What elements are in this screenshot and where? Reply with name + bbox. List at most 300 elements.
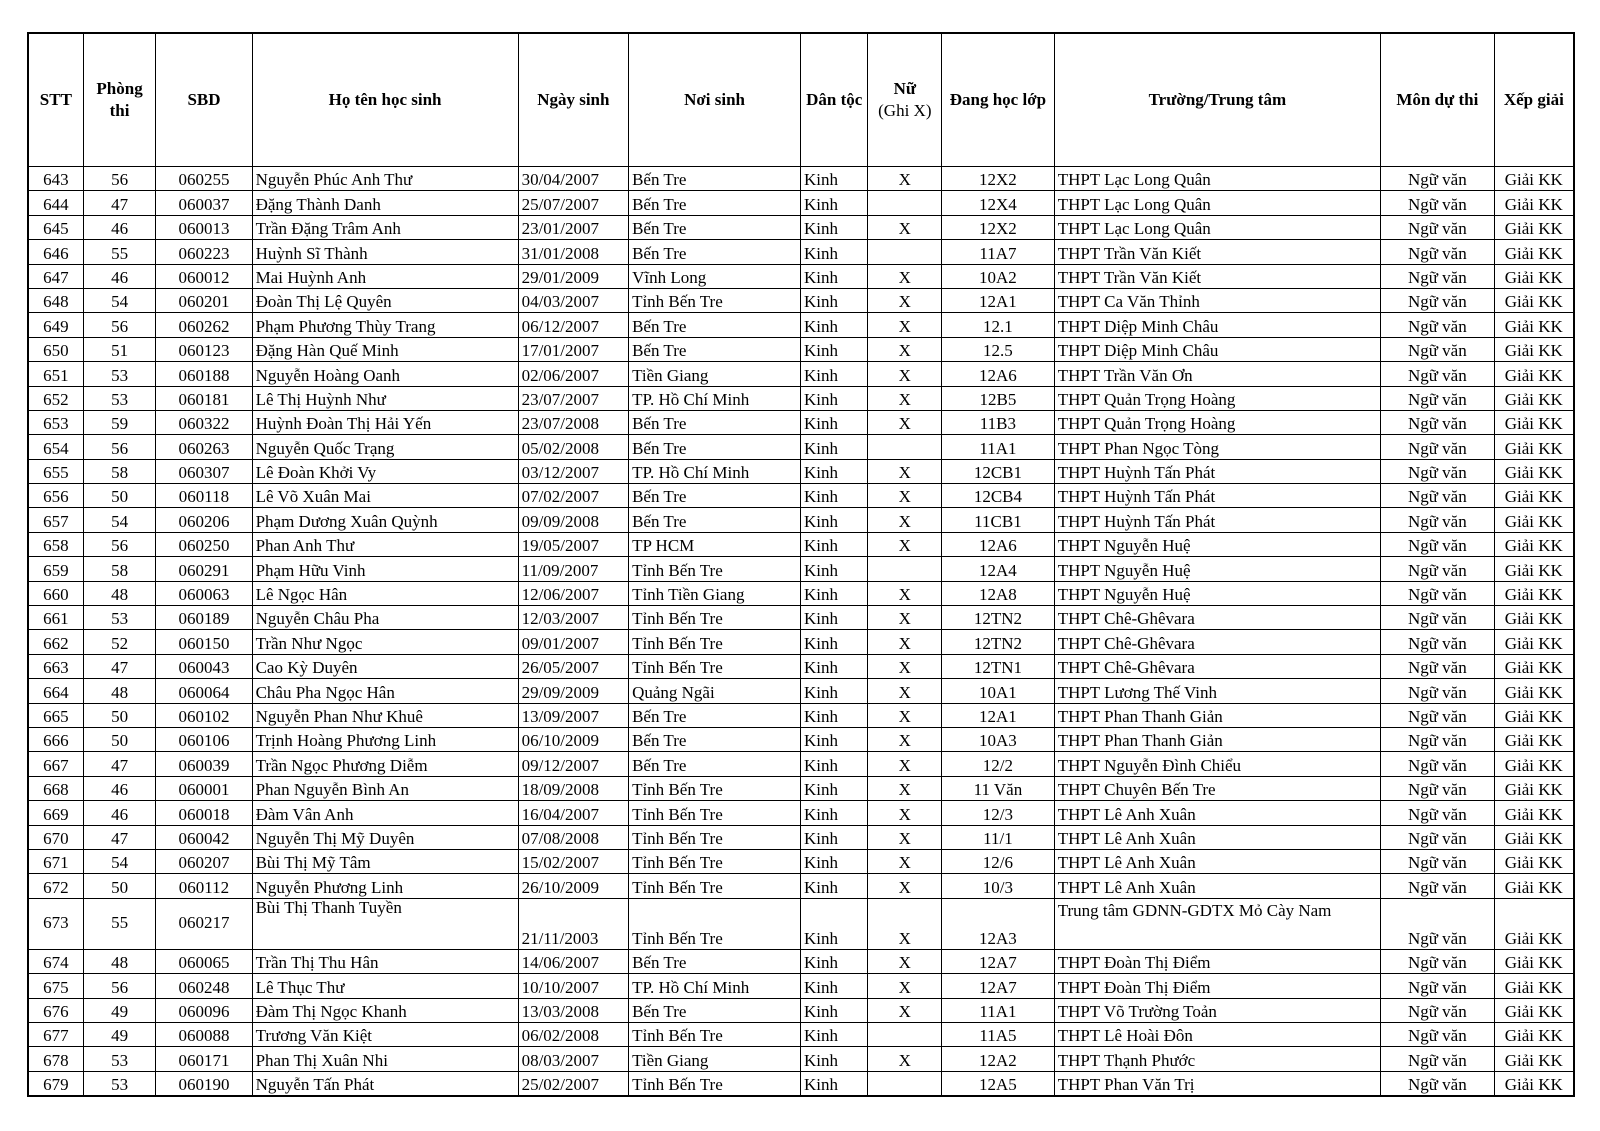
cell-truong: THPT Diệp Minh Châu — [1054, 313, 1380, 337]
cell-mon: Ngữ văn — [1381, 362, 1495, 386]
header-nu-label: Nữ — [893, 79, 917, 98]
cell-dan-toc: Kinh — [800, 1022, 868, 1046]
cell-sbd: 060181 — [156, 386, 252, 410]
cell-lop: 11/1 — [942, 825, 1055, 849]
cell-truong: THPT Nguyễn Đình Chiểu — [1054, 752, 1380, 776]
table-body — [28, 167, 1574, 1097]
results-table — [27, 32, 1575, 1097]
cell-xep-giai: Giải KK — [1494, 727, 1574, 751]
cell-sbd: 060262 — [156, 313, 252, 337]
cell-truong: THPT Thạnh Phước — [1054, 1047, 1380, 1071]
cell-noi-sinh: Bến Tre — [629, 167, 801, 191]
cell-nu: X — [868, 849, 942, 873]
cell-phong-thi: 56 — [83, 974, 156, 998]
cell-ho-ten: Trần Đặng Trâm Anh — [252, 215, 518, 239]
cell-dan-toc: Kinh — [800, 337, 868, 361]
cell-noi-sinh: Bến Tre — [629, 215, 801, 239]
cell-phong-thi: 48 — [83, 949, 156, 973]
cell-truong: THPT Quản Trọng Hoàng — [1054, 410, 1380, 434]
cell-ngay-sinh: 26/10/2009 — [518, 874, 629, 898]
cell-mon: Ngữ văn — [1381, 313, 1495, 337]
cell-lop: 12A4 — [942, 557, 1055, 581]
cell-sbd: 060012 — [156, 264, 252, 288]
cell-xep-giai: Giải KK — [1494, 386, 1574, 410]
cell-truong: THPT Lê Hoài Đôn — [1054, 1022, 1380, 1046]
cell-lop: 12X2 — [942, 215, 1055, 239]
header-xep-giai: Xếp giải — [1494, 33, 1574, 167]
cell-noi-sinh: Bến Tre — [629, 508, 801, 532]
cell-mon: Ngữ văn — [1381, 215, 1495, 239]
cell-sbd: 060096 — [156, 998, 252, 1022]
cell-noi-sinh: Tỉnh Bến Tre — [629, 557, 801, 581]
header-ho-ten: Họ tên học sinh — [252, 33, 518, 167]
cell-ngay-sinh: 07/02/2007 — [518, 484, 629, 508]
cell-truong: THPT Chê-Ghêvara — [1054, 654, 1380, 678]
cell-nu: X — [868, 288, 942, 312]
cell-dan-toc: Kinh — [800, 459, 868, 483]
cell-xep-giai: Giải KK — [1494, 703, 1574, 727]
cell-ho-ten: Bùi Thị Mỹ Tâm — [252, 849, 518, 873]
cell-xep-giai: Giải KK — [1494, 581, 1574, 605]
table-row — [28, 801, 1574, 825]
cell-lop: 12B5 — [942, 386, 1055, 410]
cell-dan-toc: Kinh — [800, 874, 868, 898]
cell-truong: THPT Chê-Ghêvara — [1054, 630, 1380, 654]
cell-lop: 12.1 — [942, 313, 1055, 337]
cell-xep-giai: Giải KK — [1494, 191, 1574, 215]
cell-truong: THPT Lạc Long Quân — [1054, 191, 1380, 215]
cell-dan-toc: Kinh — [800, 949, 868, 973]
cell-xep-giai: Giải KK — [1494, 630, 1574, 654]
cell-lop: 12A1 — [942, 288, 1055, 312]
cell-nu: X — [868, 752, 942, 776]
cell-mon: Ngữ văn — [1381, 1071, 1495, 1096]
table-row — [28, 752, 1574, 776]
cell-nu: X — [868, 337, 942, 361]
cell-phong-thi: 47 — [83, 752, 156, 776]
cell-sbd: 060206 — [156, 508, 252, 532]
cell-noi-sinh: Bến Tre — [629, 484, 801, 508]
cell-dan-toc: Kinh — [800, 484, 868, 508]
cell-truong: THPT Phan Văn Trị — [1054, 1071, 1380, 1096]
cell-sbd: 060112 — [156, 874, 252, 898]
cell-noi-sinh: Bến Tre — [629, 435, 801, 459]
cell-nu — [868, 1022, 942, 1046]
cell-ho-ten: Phan Thị Xuân Nhi — [252, 1047, 518, 1071]
table-row — [28, 998, 1574, 1022]
cell-nu: X — [868, 459, 942, 483]
header-row — [28, 33, 1574, 167]
cell-stt: 673 — [28, 898, 83, 949]
cell-ngay-sinh: 05/02/2008 — [518, 435, 629, 459]
cell-nu: X — [868, 654, 942, 678]
cell-lop: 12TN2 — [942, 630, 1055, 654]
cell-ho-ten: Trần Như Ngọc — [252, 630, 518, 654]
cell-ho-ten: Đàm Vân Anh — [252, 801, 518, 825]
cell-nu: X — [868, 801, 942, 825]
cell-stt: 650 — [28, 337, 83, 361]
cell-sbd: 060201 — [156, 288, 252, 312]
cell-sbd: 060322 — [156, 410, 252, 434]
cell-ngay-sinh: 29/01/2009 — [518, 264, 629, 288]
cell-noi-sinh: Bến Tre — [629, 727, 801, 751]
cell-phong-thi: 58 — [83, 459, 156, 483]
cell-sbd: 060188 — [156, 362, 252, 386]
cell-dan-toc: Kinh — [800, 727, 868, 751]
cell-dan-toc: Kinh — [800, 825, 868, 849]
cell-stt: 678 — [28, 1047, 83, 1071]
cell-ho-ten: Lê Thục Thư — [252, 974, 518, 998]
cell-mon: Ngữ văn — [1381, 435, 1495, 459]
table-row — [28, 362, 1574, 386]
header-ngay-sinh: Ngày sinh — [518, 33, 629, 167]
cell-ho-ten: Lê Thị Huỳnh Như — [252, 386, 518, 410]
cell-truong: THPT Phan Thanh Giản — [1054, 727, 1380, 751]
cell-dan-toc: Kinh — [800, 167, 868, 191]
cell-dan-toc: Kinh — [800, 435, 868, 459]
cell-lop: 12X4 — [942, 191, 1055, 215]
cell-stt: 665 — [28, 703, 83, 727]
cell-noi-sinh: Tỉnh Bến Tre — [629, 1022, 801, 1046]
cell-xep-giai: Giải KK — [1494, 313, 1574, 337]
cell-ho-ten: Huỳnh Đoàn Thị Hải Yến — [252, 410, 518, 434]
cell-dan-toc: Kinh — [800, 191, 868, 215]
cell-noi-sinh: Bến Tre — [629, 313, 801, 337]
cell-ngay-sinh: 16/04/2007 — [518, 801, 629, 825]
cell-stt: 648 — [28, 288, 83, 312]
table-row — [28, 679, 1574, 703]
cell-ngay-sinh: 06/12/2007 — [518, 313, 629, 337]
cell-mon: Ngữ văn — [1381, 801, 1495, 825]
cell-xep-giai: Giải KK — [1494, 410, 1574, 434]
cell-sbd: 060291 — [156, 557, 252, 581]
table-row — [28, 606, 1574, 630]
cell-phong-thi: 48 — [83, 679, 156, 703]
table-row — [28, 874, 1574, 898]
cell-xep-giai: Giải KK — [1494, 874, 1574, 898]
cell-ngay-sinh: 25/02/2007 — [518, 1071, 629, 1096]
cell-phong-thi: 46 — [83, 776, 156, 800]
cell-truong: THPT Đoàn Thị Điểm — [1054, 974, 1380, 998]
cell-sbd: 060042 — [156, 825, 252, 849]
cell-nu — [868, 1071, 942, 1096]
cell-truong: THPT Quản Trọng Hoàng — [1054, 386, 1380, 410]
cell-mon: Ngữ văn — [1381, 386, 1495, 410]
cell-nu: X — [868, 874, 942, 898]
cell-truong: THPT Lương Thế Vinh — [1054, 679, 1380, 703]
cell-stt: 656 — [28, 484, 83, 508]
cell-ho-ten: Phan Anh Thư — [252, 532, 518, 556]
cell-truong: THPT Nguyễn Huệ — [1054, 557, 1380, 581]
cell-lop: 11A7 — [942, 240, 1055, 264]
cell-ho-ten: Nguyễn Châu Pha — [252, 606, 518, 630]
cell-nu — [868, 191, 942, 215]
cell-xep-giai: Giải KK — [1494, 362, 1574, 386]
cell-dan-toc: Kinh — [800, 508, 868, 532]
cell-phong-thi: 48 — [83, 581, 156, 605]
cell-mon: Ngữ văn — [1381, 191, 1495, 215]
cell-mon: Ngữ văn — [1381, 825, 1495, 849]
cell-lop: 12A1 — [942, 703, 1055, 727]
cell-ho-ten: Trịnh Hoàng Phương Linh — [252, 727, 518, 751]
cell-xep-giai: Giải KK — [1494, 508, 1574, 532]
cell-ho-ten: Đặng Hàn Quế Minh — [252, 337, 518, 361]
cell-truong: THPT Lạc Long Quân — [1054, 167, 1380, 191]
cell-ho-ten: Phạm Hữu Vinh — [252, 557, 518, 581]
cell-xep-giai: Giải KK — [1494, 288, 1574, 312]
cell-lop: 12/3 — [942, 801, 1055, 825]
cell-lop: 11B3 — [942, 410, 1055, 434]
cell-sbd: 060250 — [156, 532, 252, 556]
cell-ho-ten: Mai Huỳnh Anh — [252, 264, 518, 288]
cell-sbd: 060018 — [156, 801, 252, 825]
cell-nu: X — [868, 484, 942, 508]
cell-phong-thi: 50 — [83, 703, 156, 727]
header-stt: STT — [28, 33, 83, 167]
cell-xep-giai: Giải KK — [1494, 1047, 1574, 1071]
cell-mon: Ngữ văn — [1381, 630, 1495, 654]
cell-mon: Ngữ văn — [1381, 874, 1495, 898]
cell-lop: 12/2 — [942, 752, 1055, 776]
cell-truong: THPT Phan Thanh Giản — [1054, 703, 1380, 727]
table-row — [28, 581, 1574, 605]
cell-mon: Ngữ văn — [1381, 679, 1495, 703]
cell-noi-sinh: Tiền Giang — [629, 362, 801, 386]
cell-sbd: 060307 — [156, 459, 252, 483]
header-mon: Môn dự thi — [1381, 33, 1495, 167]
cell-dan-toc: Kinh — [800, 386, 868, 410]
cell-dan-toc: Kinh — [800, 630, 868, 654]
table-row — [28, 484, 1574, 508]
cell-sbd: 060189 — [156, 606, 252, 630]
table-row — [28, 630, 1574, 654]
header-nu-note: (Ghi X) — [878, 101, 932, 120]
cell-ho-ten: Nguyễn Tấn Phát — [252, 1071, 518, 1096]
cell-truong: THPT Trần Văn Ơn — [1054, 362, 1380, 386]
cell-sbd: 060171 — [156, 1047, 252, 1071]
cell-truong: THPT Chê-Ghêvara — [1054, 606, 1380, 630]
cell-lop: 12/6 — [942, 849, 1055, 873]
cell-dan-toc: Kinh — [800, 752, 868, 776]
cell-sbd: 060001 — [156, 776, 252, 800]
cell-ngay-sinh: 11/09/2007 — [518, 557, 629, 581]
cell-ho-ten: Nguyễn Hoàng Oanh — [252, 362, 518, 386]
cell-lop: 11 Văn — [942, 776, 1055, 800]
cell-dan-toc: Kinh — [800, 288, 868, 312]
cell-phong-thi: 51 — [83, 337, 156, 361]
cell-ngay-sinh: 06/02/2008 — [518, 1022, 629, 1046]
cell-dan-toc: Kinh — [800, 410, 868, 434]
cell-ngay-sinh: 07/08/2008 — [518, 825, 629, 849]
cell-nu: X — [868, 313, 942, 337]
cell-xep-giai: Giải KK — [1494, 606, 1574, 630]
table-row — [28, 949, 1574, 973]
cell-nu — [868, 435, 942, 459]
cell-mon: Ngữ văn — [1381, 167, 1495, 191]
cell-sbd: 060106 — [156, 727, 252, 751]
table-row — [28, 313, 1574, 337]
cell-ho-ten: Trương Văn Kiệt — [252, 1022, 518, 1046]
cell-xep-giai: Giải KK — [1494, 1071, 1574, 1096]
cell-nu: X — [868, 508, 942, 532]
cell-mon: Ngữ văn — [1381, 727, 1495, 751]
cell-mon: Ngữ văn — [1381, 410, 1495, 434]
table-row — [28, 435, 1574, 459]
cell-ngay-sinh: 03/12/2007 — [518, 459, 629, 483]
cell-lop: 12A7 — [942, 974, 1055, 998]
cell-stt: 643 — [28, 167, 83, 191]
table-row — [28, 410, 1574, 434]
cell-noi-sinh: Tỉnh Bến Tre — [629, 776, 801, 800]
cell-mon: Ngữ văn — [1381, 557, 1495, 581]
cell-mon: Ngữ văn — [1381, 264, 1495, 288]
cell-stt: 666 — [28, 727, 83, 751]
cell-stt: 676 — [28, 998, 83, 1022]
cell-sbd: 060064 — [156, 679, 252, 703]
cell-dan-toc: Kinh — [800, 974, 868, 998]
cell-stt: 652 — [28, 386, 83, 410]
cell-phong-thi: 54 — [83, 508, 156, 532]
cell-truong: THPT Võ Trường Toản — [1054, 998, 1380, 1022]
cell-ngay-sinh: 25/07/2007 — [518, 191, 629, 215]
cell-truong: THPT Huỳnh Tấn Phát — [1054, 508, 1380, 532]
cell-lop: 10A1 — [942, 679, 1055, 703]
cell-ho-ten: Nguyễn Phúc Anh Thư — [252, 167, 518, 191]
cell-stt: 677 — [28, 1022, 83, 1046]
table-row — [28, 288, 1574, 312]
cell-phong-thi: 50 — [83, 727, 156, 751]
cell-stt: 664 — [28, 679, 83, 703]
cell-phong-thi: 54 — [83, 849, 156, 873]
cell-noi-sinh: Quảng Ngãi — [629, 679, 801, 703]
cell-nu: X — [868, 410, 942, 434]
cell-ngay-sinh: 08/03/2007 — [518, 1047, 629, 1071]
cell-mon: Ngữ văn — [1381, 974, 1495, 998]
header-dan-toc: Dân tộc — [800, 33, 868, 167]
cell-lop: 12A5 — [942, 1071, 1055, 1096]
cell-noi-sinh: Vĩnh Long — [629, 264, 801, 288]
cell-ho-ten: Nguyễn Phương Linh — [252, 874, 518, 898]
cell-truong: THPT Lê Anh Xuân — [1054, 874, 1380, 898]
cell-ho-ten: Châu Pha Ngọc Hân — [252, 679, 518, 703]
header-noi-sinh: Nơi sinh — [629, 33, 801, 167]
cell-mon: Ngữ văn — [1381, 581, 1495, 605]
cell-lop: 12X2 — [942, 167, 1055, 191]
cell-xep-giai: Giải KK — [1494, 264, 1574, 288]
cell-ho-ten: Bùi Thị Thanh Tuyền — [252, 898, 518, 949]
cell-dan-toc: Kinh — [800, 776, 868, 800]
cell-dan-toc: Kinh — [800, 801, 868, 825]
cell-lop: 10/3 — [942, 874, 1055, 898]
table-row — [28, 1022, 1574, 1046]
cell-truong: THPT Lạc Long Quân — [1054, 215, 1380, 239]
cell-ngay-sinh: 12/03/2007 — [518, 606, 629, 630]
cell-stt: 655 — [28, 459, 83, 483]
cell-nu: X — [868, 630, 942, 654]
cell-nu: X — [868, 825, 942, 849]
cell-ngay-sinh: 09/09/2008 — [518, 508, 629, 532]
cell-phong-thi: 56 — [83, 313, 156, 337]
table-row — [28, 215, 1574, 239]
cell-noi-sinh: Tỉnh Bến Tre — [629, 288, 801, 312]
cell-noi-sinh: Tỉnh Bến Tre — [629, 874, 801, 898]
cell-ho-ten: Nguyễn Phan Như Khuê — [252, 703, 518, 727]
cell-sbd: 060248 — [156, 974, 252, 998]
cell-dan-toc: Kinh — [800, 313, 868, 337]
cell-ho-ten: Đàm Thị Ngọc Khanh — [252, 998, 518, 1022]
cell-noi-sinh: Bến Tre — [629, 752, 801, 776]
table-row — [28, 508, 1574, 532]
header-nu — [868, 33, 942, 167]
cell-stt: 662 — [28, 630, 83, 654]
cell-noi-sinh: Tỉnh Bến Tre — [629, 801, 801, 825]
cell-phong-thi: 47 — [83, 825, 156, 849]
cell-phong-thi: 56 — [83, 532, 156, 556]
cell-mon: Ngữ văn — [1381, 703, 1495, 727]
cell-phong-thi: 46 — [83, 264, 156, 288]
cell-noi-sinh: Tỉnh Bến Tre — [629, 654, 801, 678]
cell-nu: X — [868, 362, 942, 386]
table-row — [28, 264, 1574, 288]
cell-xep-giai: Giải KK — [1494, 974, 1574, 998]
cell-noi-sinh: TP. Hồ Chí Minh — [629, 459, 801, 483]
cell-noi-sinh: Tỉnh Bến Tre — [629, 825, 801, 849]
cell-noi-sinh: Tỉnh Bến Tre — [629, 849, 801, 873]
cell-lop: 12A6 — [942, 362, 1055, 386]
cell-phong-thi: 59 — [83, 410, 156, 434]
cell-dan-toc: Kinh — [800, 849, 868, 873]
cell-truong: THPT Nguyễn Huệ — [1054, 532, 1380, 556]
cell-noi-sinh: Tiền Giang — [629, 1047, 801, 1071]
cell-noi-sinh: Tỉnh Bến Tre — [629, 606, 801, 630]
cell-stt: 654 — [28, 435, 83, 459]
cell-mon: Ngữ văn — [1381, 949, 1495, 973]
cell-phong-thi: 53 — [83, 362, 156, 386]
cell-dan-toc: Kinh — [800, 703, 868, 727]
cell-xep-giai: Giải KK — [1494, 337, 1574, 361]
cell-ngay-sinh: 12/06/2007 — [518, 581, 629, 605]
cell-nu: X — [868, 532, 942, 556]
cell-sbd: 060118 — [156, 484, 252, 508]
cell-stt: 669 — [28, 801, 83, 825]
table-row — [28, 776, 1574, 800]
cell-phong-thi: 50 — [83, 484, 156, 508]
cell-ho-ten: Huỳnh Sĩ Thành — [252, 240, 518, 264]
cell-stt: 671 — [28, 849, 83, 873]
cell-ngay-sinh: 23/01/2007 — [518, 215, 629, 239]
cell-xep-giai: Giải KK — [1494, 167, 1574, 191]
cell-sbd: 060223 — [156, 240, 252, 264]
cell-ho-ten: Phạm Phương Thùy Trang — [252, 313, 518, 337]
cell-xep-giai: Giải KK — [1494, 949, 1574, 973]
cell-noi-sinh: Tỉnh Bến Tre — [629, 898, 801, 949]
table-row — [28, 337, 1574, 361]
cell-ngay-sinh: 29/09/2009 — [518, 679, 629, 703]
cell-mon: Ngữ văn — [1381, 508, 1495, 532]
cell-xep-giai: Giải KK — [1494, 998, 1574, 1022]
cell-noi-sinh: Tỉnh Tiền Giang — [629, 581, 801, 605]
cell-ho-ten: Lê Võ Xuân Mai — [252, 484, 518, 508]
header-phong-thi: Phòng thi — [83, 33, 156, 167]
table-row — [28, 1071, 1574, 1096]
cell-phong-thi: 50 — [83, 874, 156, 898]
cell-truong: THPT Diệp Minh Châu — [1054, 337, 1380, 361]
cell-xep-giai: Giải KK — [1494, 679, 1574, 703]
cell-lop: 12CB4 — [942, 484, 1055, 508]
cell-nu: X — [868, 264, 942, 288]
table-row — [28, 191, 1574, 215]
table-row — [28, 825, 1574, 849]
